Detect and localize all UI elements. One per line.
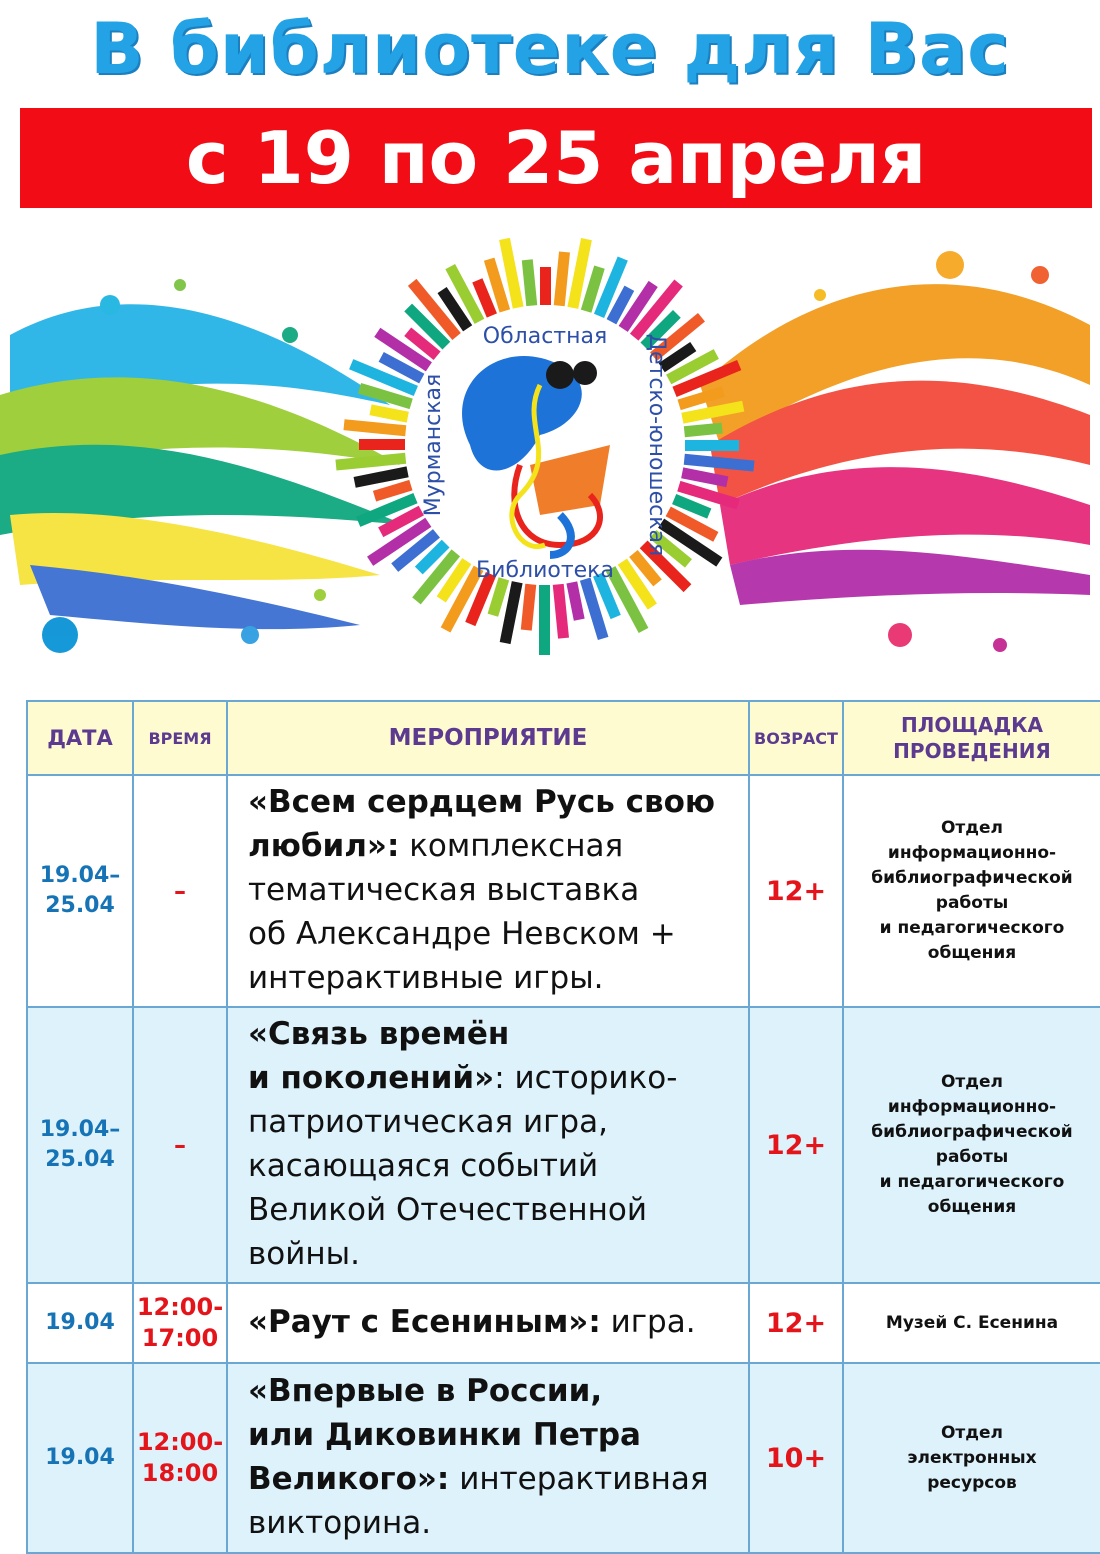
logo-text-bottom: Библиотека [476,558,614,583]
event-title: или Диковинки Петра [248,1417,641,1453]
cell-date [27,775,133,1007]
event-description: интерактивная [449,1461,709,1497]
time-text: 12:00- [136,1293,224,1321]
cell-time [133,1283,227,1363]
event-description: комплексная [399,828,624,864]
event-description: об Александре Невском + [248,916,676,952]
table-row [27,1283,1100,1363]
header-venue-line2: ПРОВЕДЕНИЯ [893,739,1051,763]
age-text: 12+ [765,875,827,907]
event-description: Великой Отечественной [248,1192,648,1228]
time-text: – [174,876,186,905]
cell-venue [843,775,1100,1007]
venue-text: Отдел [940,1422,1003,1443]
age-text: 10+ [765,1442,827,1474]
book-spine [540,267,551,305]
venue-text: общения [927,943,1017,963]
event-title: «Впервые в России, [248,1373,603,1409]
venue-text: Музей С. Есенина [885,1312,1059,1333]
book-spine [521,584,536,631]
date-text: 25.04 [45,1147,115,1172]
book-spine [554,251,570,306]
header-time: ВРЕМЯ [133,701,227,775]
logo-text-top: Областная [482,324,608,349]
venue-text: библиографической [871,868,1073,888]
table-header-row [27,701,1100,775]
date-text: 19.04 [45,1445,115,1470]
book-spine [522,259,537,306]
cell-time [133,1007,227,1283]
right-paint-swirl [700,251,1090,652]
cell-event [227,1283,749,1363]
time-text: 17:00 [141,1324,219,1352]
venue-text: Отдел [940,1072,1003,1092]
cell-venue [843,1007,1100,1283]
date-text: 19.04 [45,1310,115,1335]
venue-text: библиографической [871,1122,1073,1142]
event-description: игра. [600,1304,696,1340]
date-text: 19.04– [39,1117,121,1142]
header-venue-line1: ПЛОЩАДКА [901,713,1043,737]
header-event: МЕРОПРИЯТИЕ [227,701,749,775]
event-description: войны. [248,1236,360,1272]
cell-date [27,1283,133,1363]
table-row [27,1363,1100,1553]
event-description: интерактивные игры. [248,960,604,996]
event-title: «Связь времён [248,1016,510,1052]
book-spine [553,584,569,639]
event-description: касающаяся событий [248,1148,599,1184]
cell-venue [843,1363,1100,1553]
cell-event [227,775,749,1007]
date-text: 19.04– [39,863,121,888]
time-text: – [174,1130,186,1159]
event-description: тематическая выставка [248,872,640,908]
event-title: Великого»: [248,1461,450,1497]
table-row [27,775,1100,1007]
book-spine [539,585,550,655]
venue-text: и педагогического [879,1172,1065,1192]
age-text: 12+ [765,1129,827,1161]
cell-age [749,1363,843,1553]
table-row [27,1007,1100,1283]
venue-text: Отдел [940,818,1003,838]
venue-text: информационно- [887,1097,1057,1117]
venue-text: электронных [907,1447,1037,1468]
header-age: ВОЗРАСТ [749,701,843,775]
cell-age [749,1283,843,1363]
event-description: викторина. [248,1505,432,1541]
cell-venue [843,1283,1100,1363]
event-description: : историко- [494,1060,678,1096]
age-text: 12+ [765,1307,827,1339]
cell-date [27,1363,133,1553]
header-date: ДАТА [27,701,133,775]
venue-text: ресурсов [927,1472,1017,1493]
event-title: и поколений» [248,1060,495,1096]
cell-event [227,1363,749,1553]
book-spine [685,440,739,451]
logo-text-left: Мурманская [421,373,446,517]
event-title: «Всем сердцем Русь свою [248,784,716,820]
events-table [26,700,1100,1554]
venue-text: работы [935,1147,1009,1167]
time-text: 12:00- [136,1428,224,1456]
event-title: «Раут с Есениным»: [248,1304,601,1340]
date-banner-text: с 19 по 25 апреля [185,116,927,200]
event-title: любил»: [248,828,400,864]
date-text: 25.04 [45,893,115,918]
page-headline: В библиотеке для Вас [90,8,1010,90]
time-text: 18:00 [141,1459,219,1487]
header-venue [843,701,1100,775]
book-spine [359,439,405,450]
cell-age [749,1007,843,1283]
book-spine [343,419,406,436]
venue-text: информационно- [887,843,1057,863]
cell-event [227,1007,749,1283]
event-description: патриотическая игра, [248,1104,608,1140]
library-logo-artwork [0,215,1100,700]
logo-text-right: Детско-юношеская [644,333,669,557]
venue-text: и педагогического [879,918,1065,938]
cell-date [27,1007,133,1283]
venue-text: работы [935,893,1009,913]
cell-age [749,775,843,1007]
venue-text: общения [927,1197,1017,1217]
cell-time [133,775,227,1007]
cell-time [133,1363,227,1553]
date-banner [20,108,1092,208]
